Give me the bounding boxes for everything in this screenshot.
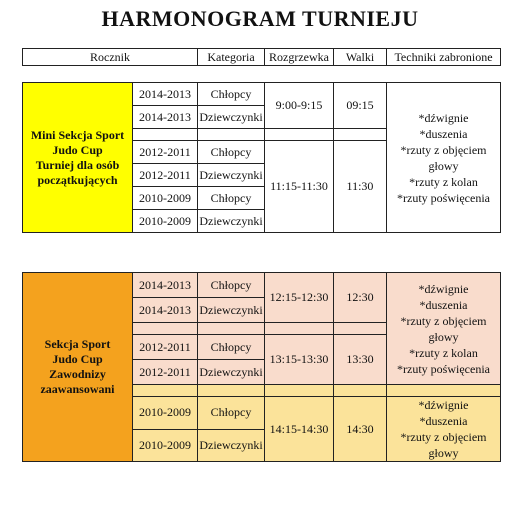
header-techniki: Techniki zabronione <box>387 49 501 66</box>
forbidden-item: *duszenia <box>419 126 468 141</box>
kategoria-cell: Dziewczynki <box>198 164 265 187</box>
rocznik-cell: 2014-2013 <box>133 83 198 106</box>
forbidden-item: głowy <box>428 446 459 460</box>
header-row <box>23 49 501 66</box>
kategoria-cell: Dziewczynki <box>198 360 265 385</box>
kategoria-cell: Chłopcy <box>198 397 265 430</box>
section1-label-line: Judo Cup <box>52 142 103 157</box>
forbidden-item: *dźwignie <box>418 281 469 296</box>
walki-cell: 13:30 <box>334 335 387 385</box>
kategoria-cell: Chłopcy <box>198 273 265 298</box>
rocznik-cell: 2012-2011 <box>133 164 198 187</box>
section2-label-line: Sekcja Sport <box>44 337 111 351</box>
rocznik-cell: 2010-2009 <box>133 429 198 462</box>
rocznik-cell: 2012-2011 <box>133 141 198 164</box>
rozgrzewka-cell: 11:15-11:30 <box>265 141 334 233</box>
header-rozgrzewka: Rozgrzewka <box>265 49 334 66</box>
forbidden-item: *rzuty z objęciem <box>400 313 487 328</box>
forbidden-cell <box>387 397 501 462</box>
kategoria-cell: Chłopcy <box>198 187 265 210</box>
table-row <box>23 273 501 298</box>
rozgrzewka-cell: 12:15-12:30 <box>265 273 334 323</box>
rocznik-cell: 2014-2013 <box>133 106 198 129</box>
rocznik-cell: 2012-2011 <box>133 360 198 385</box>
forbidden-item: *dźwignie <box>418 398 469 412</box>
section2-table <box>22 272 501 462</box>
kategoria-cell: Dziewczynki <box>198 429 265 462</box>
rocznik-cell: 2010-2009 <box>133 210 198 233</box>
rozgrzewka-cell: 13:15-13:30 <box>265 335 334 385</box>
kategoria-cell: Chłopcy <box>198 335 265 360</box>
rocznik-cell: 2010-2009 <box>133 187 198 210</box>
rocznik-cell: 2014-2013 <box>133 298 198 323</box>
forbidden-item: głowy <box>428 158 459 173</box>
rozgrzewka-cell: 9:00-9:15 <box>265 83 334 129</box>
kategoria-cell: Dziewczynki <box>198 210 265 233</box>
walki-cell: 11:30 <box>334 141 387 233</box>
forbidden-item: *rzuty poświęcenia <box>397 190 490 205</box>
header-table <box>22 48 501 66</box>
section2-label-line: zaawansowani <box>40 382 115 396</box>
table-row <box>23 83 501 106</box>
header-rocznik: Rocznik <box>23 49 198 66</box>
page-title: HARMONOGRAM TURNIEJU <box>101 6 419 31</box>
rocznik-cell: 2014-2013 <box>133 273 198 298</box>
forbidden-item: *duszenia <box>419 297 468 312</box>
section1-table <box>22 82 501 233</box>
forbidden-item: *rzuty z kolan <box>409 345 478 360</box>
kategoria-cell: Dziewczynki <box>198 298 265 323</box>
forbidden-item: *rzuty z objęciem <box>400 430 487 444</box>
forbidden-item: *duszenia <box>419 414 468 428</box>
rozgrzewka-cell: 14:15-14:30 <box>265 397 334 462</box>
kategoria-cell: Dziewczynki <box>198 106 265 129</box>
rocznik-cell: 2010-2009 <box>133 397 198 430</box>
section2-label <box>23 273 133 462</box>
section1-label-line: początkujących <box>37 172 118 187</box>
section1-label-line: Turniej dla osób <box>35 157 120 172</box>
forbidden-item: głowy <box>428 329 459 344</box>
kategoria-cell: Chłopcy <box>198 141 265 164</box>
forbidden-cell <box>387 273 501 385</box>
header-kategoria: Kategoria <box>198 49 265 66</box>
section1-label <box>23 83 133 233</box>
section2-label-line: Zawodnizy <box>49 367 106 381</box>
forbidden-item: *dźwignie <box>418 110 469 125</box>
walki-cell: 12:30 <box>334 273 387 323</box>
kategoria-cell: Chłopcy <box>198 83 265 106</box>
rocznik-cell: 2012-2011 <box>133 335 198 360</box>
forbidden-item: *rzuty z kolan <box>409 174 478 189</box>
walki-cell: 09:15 <box>334 83 387 129</box>
forbidden-item: *rzuty z objęciem <box>400 142 487 157</box>
header-walki: Walki <box>334 49 387 66</box>
forbidden-cell <box>387 83 501 233</box>
section1-label-line: Mini Sekcja Sport <box>30 127 125 142</box>
section2-label-line: Judo Cup <box>52 352 103 366</box>
forbidden-item: *rzuty poświęcenia <box>397 361 490 376</box>
walki-cell: 14:30 <box>334 397 387 462</box>
